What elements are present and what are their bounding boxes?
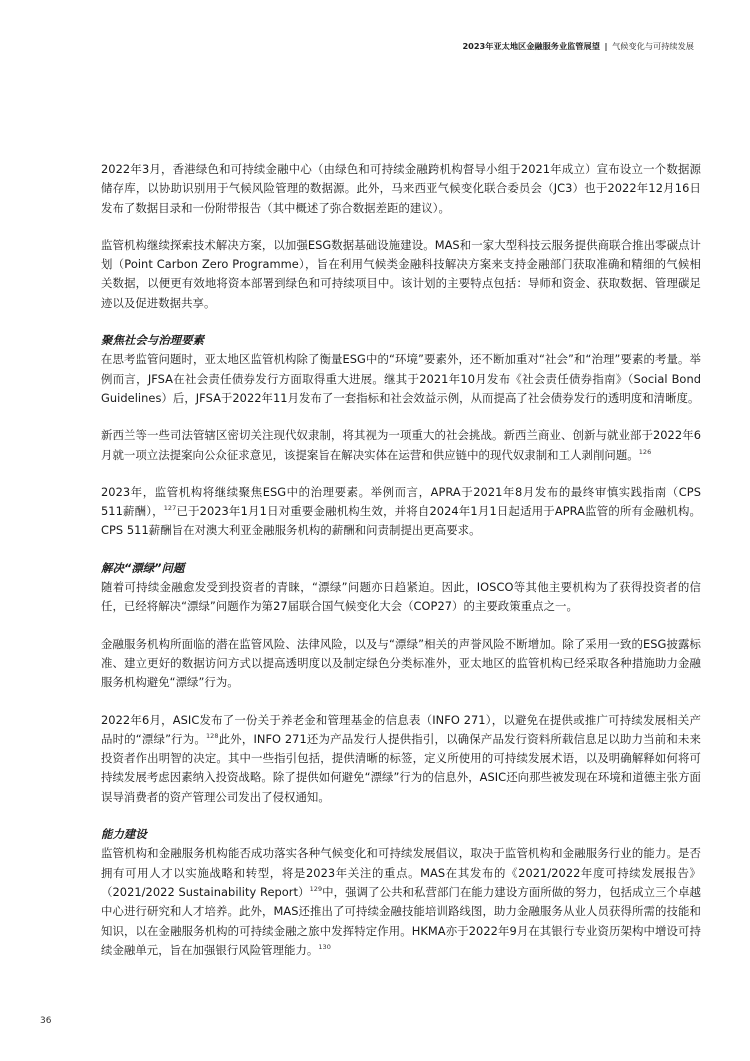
main-content [101, 160, 701, 978]
footnote-ref[interactable]: 127 [163, 504, 177, 513]
paragraph-text: 2023年，监管机构将继续聚焦ESG中的治理要素。举例而言，APRA于2021年8月发布的最终审慎实践指南（CPS 511薪酬）， [101, 484, 701, 519]
paragraph [101, 844, 701, 960]
paragraph: 在思考监管问题时，亚太地区监管机构除了衡量ESG中的“环境”要素外，还不断加重对“社会”和“治理”要素的考量。举例而言，JFSA在社会责任债券发行方面取得重大进展。继其于2021年10月发布《社会责任债券指南》（Social Bond Guidelines）后，JFSA于2022年11月发布了一套指标和社会效益示例，从而提高了社会债券发行的透明度和清晰度。 [101, 352, 701, 405]
paragraph: 2022年3月，香港绿色和可持续金融中心（由绿色和可持续金融跨机构督导小组于2021年成立）宣布设立一个数据源储存库，以协助识别用于气候风险管理的数据源。此外，马来西亚气候变化联合委员会（JC3）也于2022年12月16日发布了数据目录和一份附带报告（其中概述了弥合数据差距的建议）。 [101, 162, 701, 215]
paragraph-text: 新西兰等一些司法管辖区密切关注现代奴隶制，将其视为一项重大的社会挑战。新西兰商业、创新与就业部于2022年6月就一项立法提案向公众征求意见，该提案旨在解决实体在运营和供应链中的现代奴隶制和工人剥削问题。 [101, 428, 701, 462]
paragraph: 随着可持续金融愈发受到投资者的青睐，“漂绿”问题亦日趋紧迫。因此，IOSCO等其他主要机构为了获得投资者的信任，已经将解决“漂绿”问题作为第27届联合国气候变化大会（COP27）的主要政策重点之一。 [101, 580, 701, 614]
paragraph [101, 711, 701, 807]
paragraph: 监管机构继续探索技术解决方案，以加强ESG数据基础设施建设。MAS和一家大型科技云服务提供商联合推出零碳点计划（Point Carbon Zero Programme），旨在利用气候类金融科技解决方案来支持金融部门获取准确和精细的气候相关数据，以便更有效地将资本部署到绿色和可持续项目中。该计划的主要特点包括：导师和资金、获取数据、管理碳足迹以及促进数据共享。 [101, 237, 701, 310]
section-heading: 能力建设 [101, 827, 147, 842]
paragraph [101, 426, 701, 465]
footnote-ref[interactable]: 129 [309, 885, 323, 894]
footnote-ref[interactable]: 128 [205, 732, 219, 741]
header-separator: | [604, 41, 608, 51]
footnote-ref[interactable]: 130 [318, 943, 331, 951]
page-header [462, 41, 694, 52]
paragraph-text: 已于2023年1月1日对重要金融机构生效，并将自2024年1月1日起适用于APRA监管的所有金融机构。CPS 511薪酬旨在对澳大利亚金融服务机构的薪酬和问责制提出更高要求。 [101, 504, 701, 538]
section-heading: 解决“漂绿”问题 [101, 560, 185, 575]
paragraph [101, 483, 701, 541]
page-number: 36 [40, 1016, 52, 1026]
footnote-ref[interactable]: 126 [638, 447, 652, 456]
report-title: 2023年亚太地区金融服务业监管展望 [462, 41, 600, 51]
paragraph-text: 此外，INFO 271还为产品发行人提供指引，以确保产品发行资料所载信息足以助力当前和未来投资者作出明智的决定。其中一些指引包括，提供清晰的标签，定义所使用的可持续发展术语，以及明确解释如何将可持续发展考虑因素纳入投资战略。除了提供如何避免“漂绿”行为的信息外，ASIC还向那些被发现在环境和道德主张方面误导消费者的资产管理公司发出了侵权通知。 [101, 731, 701, 804]
paragraph-text: 监管机构和金融服务机构能否成功落实各种气候变化和可持续发展倡议，取决于监管机构和金融服务行业的能力。是否拥有可用人才以实施战略和转型，将是2023年关注的重点。MAS在其发布的《2021/2022年度可持续发展报告》（2021/2022 Sustainability Report） [101, 846, 701, 899]
paragraph-text: 2022年6月，ASIC发布了一份关于养老金和管理基金的信息表（INFO 271），以避免在提供或推广可持续发展相关产品时的“漂绿”行为。 [101, 712, 701, 746]
paragraph-text: 中，强调了公共和私营部门在能力建设方面所做的努力，包括成立三个卓越中心进行研究和人才培养。此外，MAS还推出了可持续金融技能培训路线图，助力金融服务从业人员获得所需的技能和知识，以在金融服务机构的可持续金融之旅中发挥特定作用。HKMA亦于2022年9月在其银行专业资历架构中增设可持续金融单元，旨在加强银行风险管理能力。 [101, 884, 701, 957]
section-heading: 聚焦社会与治理要素 [101, 333, 204, 348]
paragraph: 金融服务机构所面临的潜在监管风险、法律风险，以及与“漂绿”相关的声誉风险不断增加。除了采用一致的ESG披露标准、建立更好的数据访问方式以提高透明度以及制定绿色分类标准外，亚太地区的监管机构已经采取各种措施助力金融服务机构避免“漂绿”行为。 [101, 636, 701, 690]
section-title: 气候变化与可持续发展 [612, 41, 694, 51]
